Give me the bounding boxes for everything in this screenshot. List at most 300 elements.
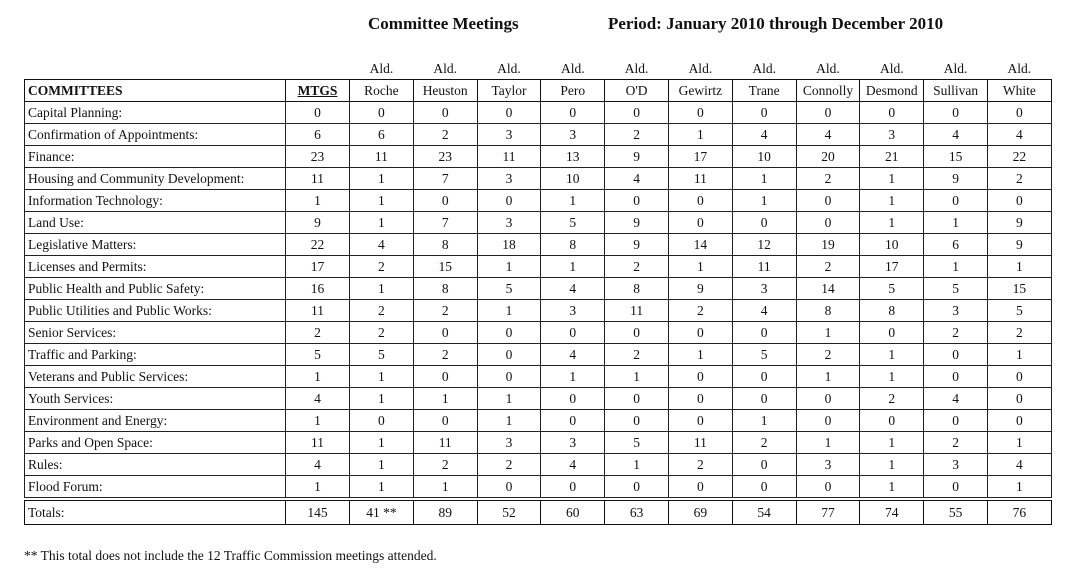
attendance-cell: 1	[350, 212, 414, 234]
alderman-header: Heuston	[413, 80, 477, 102]
attendance-cell: 23	[413, 146, 477, 168]
attendance-cell: 0	[987, 366, 1051, 388]
attendance-cell: 0	[541, 410, 605, 432]
attendance-cell: 1	[732, 168, 796, 190]
alderman-header: O'D	[605, 80, 669, 102]
attendance-cell: 2	[413, 124, 477, 146]
attendance-cell: 5	[541, 212, 605, 234]
attendance-cell: 15	[413, 256, 477, 278]
attendance-cell: 0	[668, 190, 732, 212]
attendance-cell: 0	[413, 366, 477, 388]
attendance-cell: 6	[350, 124, 414, 146]
table-row	[25, 168, 1052, 190]
total-cell: 69	[668, 501, 732, 525]
attendance-cell: 4	[541, 344, 605, 366]
attendance-cell: 2	[605, 256, 669, 278]
committee-name: Public Utilities and Public Works:	[25, 300, 286, 322]
attendance-cell: 0	[987, 190, 1051, 212]
attendance-cell: 0	[413, 190, 477, 212]
attendance-cell: 19	[796, 234, 860, 256]
attendance-cell: 7	[413, 168, 477, 190]
attendance-cell: 3	[541, 124, 605, 146]
attendance-cell: 0	[477, 102, 541, 124]
attendance-cell: 0	[796, 476, 860, 498]
attendance-cell: 4	[541, 454, 605, 476]
attendance-cell: 11	[413, 432, 477, 454]
attendance-cell: 17	[668, 146, 732, 168]
committee-name: Environment and Energy:	[25, 410, 286, 432]
mtgs-cell: 16	[286, 278, 350, 300]
total-cell: 60	[541, 501, 605, 525]
mtgs-cell: 9	[286, 212, 350, 234]
attendance-cell: 3	[732, 278, 796, 300]
attendance-cell: 0	[668, 212, 732, 234]
attendance-cell: 5	[732, 344, 796, 366]
attendance-cell: 0	[924, 410, 988, 432]
attendance-cell: 5	[605, 432, 669, 454]
attendance-cell: 2	[350, 300, 414, 322]
attendance-cell: 12	[732, 234, 796, 256]
totals-label: Totals:	[25, 501, 286, 525]
attendance-cell: 1	[350, 388, 414, 410]
attendance-cell: 11	[350, 146, 414, 168]
attendance-cell: 1	[860, 190, 924, 212]
committee-name: Legislative Matters:	[25, 234, 286, 256]
attendance-cell: 0	[541, 476, 605, 498]
attendance-cell: 0	[796, 212, 860, 234]
committee-name: Flood Forum:	[25, 476, 286, 498]
alderman-header: Roche	[350, 80, 414, 102]
attendance-cell: 1	[860, 432, 924, 454]
attendance-cell: 3	[924, 300, 988, 322]
attendance-cell: 10	[860, 234, 924, 256]
attendance-cell: 3	[860, 124, 924, 146]
committee-name: Information Technology:	[25, 190, 286, 212]
committee-name: Parks and Open Space:	[25, 432, 286, 454]
attendance-cell: 0	[541, 102, 605, 124]
table-row	[25, 322, 1052, 344]
table-row	[25, 388, 1052, 410]
attendance-cell: 2	[350, 256, 414, 278]
attendance-cell: 1	[924, 256, 988, 278]
attendance-cell: 1	[987, 256, 1051, 278]
totals-table	[24, 500, 1052, 525]
total-cell: 89	[413, 501, 477, 525]
attendance-cell: 9	[605, 146, 669, 168]
attendance-cell: 7	[413, 212, 477, 234]
mtgs-cell: 5	[286, 344, 350, 366]
total-cell: 76	[987, 501, 1051, 525]
attendance-cell: 10	[541, 168, 605, 190]
attendance-cell: 4	[605, 168, 669, 190]
table-row	[25, 410, 1052, 432]
attendance-cell: 3	[477, 212, 541, 234]
attendance-cell: 5	[860, 278, 924, 300]
attendance-cell: 4	[732, 124, 796, 146]
ald-prefix: Ald.	[943, 61, 968, 76]
committee-name: Finance:	[25, 146, 286, 168]
table-row	[25, 212, 1052, 234]
footnote: ** This total does not include the 12 Traffic Commission meetings attended.	[24, 548, 437, 563]
attendance-cell: 0	[924, 190, 988, 212]
table-row	[25, 454, 1052, 476]
attendance-cell: 3	[477, 168, 541, 190]
mtgs-cell: 1	[286, 410, 350, 432]
document-title: Committee Meetings	[368, 14, 519, 33]
attendance-cell: 1	[860, 168, 924, 190]
attendance-cell: 0	[477, 366, 541, 388]
attendance-cell: 8	[605, 278, 669, 300]
table-row	[25, 256, 1052, 278]
committee-name: Veterans and Public Services:	[25, 366, 286, 388]
attendance-cell: 2	[796, 344, 860, 366]
attendance-cell: 3	[477, 124, 541, 146]
attendance-cell: 1	[860, 476, 924, 498]
attendance-cell: 2	[413, 300, 477, 322]
attendance-cell: 0	[413, 410, 477, 432]
attendance-cell: 1	[796, 322, 860, 344]
attendance-cell: 0	[605, 190, 669, 212]
attendance-cell: 2	[605, 124, 669, 146]
attendance-cell: 1	[350, 190, 414, 212]
committee-name: Traffic and Parking:	[25, 344, 286, 366]
attendance-cell: 1	[987, 344, 1051, 366]
attendance-cell: 14	[796, 278, 860, 300]
attendance-cell: 20	[796, 146, 860, 168]
table-row	[25, 278, 1052, 300]
mtgs-cell: 0	[286, 102, 350, 124]
attendance-cell: 0	[350, 410, 414, 432]
committees-header: COMMITTEES	[25, 80, 286, 102]
attendance-cell: 1	[477, 410, 541, 432]
alderman-header: Desmond	[860, 80, 924, 102]
attendance-cell: 2	[796, 168, 860, 190]
attendance-cell: 2	[477, 454, 541, 476]
ald-prefix: Ald.	[433, 61, 457, 76]
ald-prefix: Ald.	[560, 61, 585, 76]
attendance-cell: 0	[860, 102, 924, 124]
table-row	[25, 234, 1052, 256]
committee-name: Youth Services:	[25, 388, 286, 410]
attendance-cell: 9	[924, 168, 988, 190]
attendance-cell: 1	[668, 256, 732, 278]
table-row	[25, 344, 1052, 366]
attendance-cell: 4	[987, 124, 1051, 146]
attendance-cell: 2	[668, 300, 732, 322]
ald-prefix-row	[25, 58, 1052, 80]
attendance-cell: 1	[350, 278, 414, 300]
committee-name: Licenses and Permits:	[25, 256, 286, 278]
attendance-cell: 0	[668, 410, 732, 432]
table-row	[25, 190, 1052, 212]
attendance-cell: 1	[477, 388, 541, 410]
attendance-cell: 0	[605, 388, 669, 410]
table-row	[25, 102, 1052, 124]
attendance-cell: 0	[796, 102, 860, 124]
attendance-cell: 0	[668, 476, 732, 498]
attendance-cell: 8	[860, 300, 924, 322]
attendance-cell: 8	[541, 234, 605, 256]
alderman-header: White	[987, 80, 1051, 102]
attendance-cell: 5	[987, 300, 1051, 322]
attendance-cell: 0	[732, 454, 796, 476]
committee-name: Housing and Community Development:	[25, 168, 286, 190]
attendance-cell: 0	[732, 476, 796, 498]
attendance-cell: 8	[413, 234, 477, 256]
blank-cell	[25, 58, 286, 80]
attendance-cell: 1	[668, 124, 732, 146]
attendance-cell: 4	[732, 300, 796, 322]
attendance-cell: 2	[987, 322, 1051, 344]
table-row	[25, 366, 1052, 388]
mtgs-cell: 1	[286, 476, 350, 498]
attendance-cell: 1	[605, 366, 669, 388]
attendance-cell: 1	[350, 366, 414, 388]
attendance-cell: 0	[668, 366, 732, 388]
attendance-cell: 0	[796, 388, 860, 410]
attendance-cell: 1	[860, 454, 924, 476]
attendance-cell: 3	[541, 300, 605, 322]
attendance-cell: 0	[668, 102, 732, 124]
attendance-cell: 1	[541, 366, 605, 388]
attendance-cell: 2	[413, 344, 477, 366]
attendance-cell: 1	[350, 168, 414, 190]
totals-mtgs: 145	[286, 501, 350, 525]
attendance-cell: 2	[350, 322, 414, 344]
committee-name: Senior Services:	[25, 322, 286, 344]
attendance-cell: 0	[668, 388, 732, 410]
table-row	[25, 476, 1052, 498]
mtgs-cell: 4	[286, 388, 350, 410]
attendance-cell: 1	[413, 476, 477, 498]
attendance-cell: 1	[413, 388, 477, 410]
attendance-cell: 5	[350, 344, 414, 366]
total-cell: 54	[732, 501, 796, 525]
attendance-cell: 1	[796, 366, 860, 388]
attendance-cell: 1	[350, 476, 414, 498]
attendance-cell: 3	[924, 454, 988, 476]
attendance-cell: 1	[541, 190, 605, 212]
total-cell: 41 **	[350, 501, 414, 525]
mtgs-cell: 17	[286, 256, 350, 278]
ald-prefix: Ald.	[1007, 61, 1032, 76]
mtgs-header: MTGS	[286, 80, 350, 102]
attendance-cell: 0	[605, 476, 669, 498]
attendance-cell: 5	[477, 278, 541, 300]
attendance-cell: 0	[732, 322, 796, 344]
attendance-cell: 6	[924, 234, 988, 256]
attendance-cell: 0	[987, 410, 1051, 432]
attendance-cell: 0	[732, 212, 796, 234]
committee-name: Rules:	[25, 454, 286, 476]
attendance-cell: 0	[924, 476, 988, 498]
attendance-cell: 0	[477, 476, 541, 498]
attendance-cell: 1	[541, 256, 605, 278]
ald-prefix: Ald.	[816, 61, 840, 76]
total-cell: 52	[477, 501, 541, 525]
attendance-cell: 0	[732, 102, 796, 124]
attendance-cell: 0	[413, 102, 477, 124]
attendance-cell: 2	[605, 344, 669, 366]
mtgs-cell: 4	[286, 454, 350, 476]
attendance-cell: 11	[668, 168, 732, 190]
attendance-cell: 0	[860, 410, 924, 432]
alderman-header: Sullivan	[924, 80, 988, 102]
attendance-cell: 3	[796, 454, 860, 476]
committee-name: Public Health and Public Safety:	[25, 278, 286, 300]
ald-prefix: Ald.	[879, 61, 904, 76]
attendance-cell: 9	[668, 278, 732, 300]
attendance-cell: 21	[860, 146, 924, 168]
attendance-cell: 2	[860, 388, 924, 410]
attendance-cell: 4	[924, 388, 988, 410]
attendance-cell: 0	[796, 410, 860, 432]
attendance-cell: 1	[477, 300, 541, 322]
alderman-header: Trane	[732, 80, 796, 102]
attendance-cell: 4	[924, 124, 988, 146]
attendance-cell: 2	[732, 432, 796, 454]
attendance-cell: 1	[350, 432, 414, 454]
total-cell: 77	[796, 501, 860, 525]
attendance-cell: 1	[987, 476, 1051, 498]
mtgs-cell: 11	[286, 168, 350, 190]
totals-row	[25, 501, 1052, 525]
mtgs-cell: 11	[286, 300, 350, 322]
attendance-cell: 0	[605, 322, 669, 344]
ald-prefix: Ald.	[497, 61, 521, 76]
attendance-cell: 11	[477, 146, 541, 168]
mtgs-cell: 1	[286, 190, 350, 212]
attendance-cell: 1	[732, 190, 796, 212]
attendance-cell: 9	[987, 234, 1051, 256]
mtgs-cell: 1	[286, 366, 350, 388]
attendance-cell: 0	[477, 322, 541, 344]
attendance-cell: 0	[924, 102, 988, 124]
attendance-cell: 3	[477, 432, 541, 454]
attendance-cell: 10	[732, 146, 796, 168]
ald-prefix: Ald.	[752, 61, 776, 76]
mtgs-cell: 11	[286, 432, 350, 454]
ald-prefix: Ald.	[688, 61, 713, 76]
attendance-cell: 15	[924, 146, 988, 168]
attendance-cell: 0	[796, 190, 860, 212]
ald-prefix: Ald.	[369, 61, 394, 76]
attendance-cell: 4	[350, 234, 414, 256]
attendance-cell: 4	[796, 124, 860, 146]
mtgs-cell: 23	[286, 146, 350, 168]
attendance-cell: 0	[541, 388, 605, 410]
period-label: Period: January 2010 through December 2010	[608, 14, 944, 33]
table-row	[25, 300, 1052, 322]
mtgs-cell: 6	[286, 124, 350, 146]
alderman-header: Pero	[541, 80, 605, 102]
attendance-cell: 9	[605, 212, 669, 234]
attendance-cell: 2	[924, 322, 988, 344]
attendance-cell: 0	[477, 344, 541, 366]
attendance-cell: 4	[987, 454, 1051, 476]
attendance-cell: 0	[413, 322, 477, 344]
attendance-cell: 5	[924, 278, 988, 300]
committee-name: Confirmation of Appointments:	[25, 124, 286, 146]
attendance-cell: 1	[860, 366, 924, 388]
attendance-cell: 0	[350, 102, 414, 124]
attendance-cell: 18	[477, 234, 541, 256]
blank-cell	[286, 58, 350, 80]
attendance-cell: 22	[987, 146, 1051, 168]
committee-meetings-table	[24, 58, 1052, 498]
attendance-cell: 0	[860, 322, 924, 344]
attendance-cell: 0	[477, 190, 541, 212]
attendance-cell: 2	[796, 256, 860, 278]
attendance-cell: 11	[605, 300, 669, 322]
page-header	[0, 12, 1080, 36]
committee-name: Capital Planning:	[25, 102, 286, 124]
attendance-cell: 2	[924, 432, 988, 454]
attendance-cell: 15	[987, 278, 1051, 300]
attendance-cell: 1	[668, 344, 732, 366]
committee-name: Land Use:	[25, 212, 286, 234]
total-cell: 63	[605, 501, 669, 525]
attendance-cell: 17	[860, 256, 924, 278]
attendance-cell: 8	[796, 300, 860, 322]
attendance-cell: 0	[732, 366, 796, 388]
attendance-cell: 2	[668, 454, 732, 476]
attendance-cell: 1	[796, 432, 860, 454]
alderman-header: Connolly	[796, 80, 860, 102]
attendance-cell: 2	[987, 168, 1051, 190]
attendance-cell: 0	[605, 410, 669, 432]
attendance-cell: 3	[541, 432, 605, 454]
attendance-cell: 13	[541, 146, 605, 168]
table-row	[25, 432, 1052, 454]
table-row	[25, 124, 1052, 146]
attendance-cell: 0	[668, 322, 732, 344]
attendance-cell: 0	[924, 344, 988, 366]
attendance-cell: 9	[605, 234, 669, 256]
column-header-row	[25, 80, 1052, 102]
total-cell: 55	[924, 501, 988, 525]
attendance-cell: 2	[413, 454, 477, 476]
attendance-cell: 0	[605, 102, 669, 124]
table-body	[25, 102, 1052, 498]
alderman-header: Gewirtz	[668, 80, 732, 102]
attendance-cell: 4	[541, 278, 605, 300]
table-row	[25, 146, 1052, 168]
attendance-cell: 14	[668, 234, 732, 256]
attendance-cell: 1	[350, 454, 414, 476]
attendance-cell: 0	[924, 366, 988, 388]
attendance-cell: 11	[668, 432, 732, 454]
attendance-cell: 1	[924, 212, 988, 234]
attendance-cell: 0	[732, 388, 796, 410]
attendance-cell: 11	[732, 256, 796, 278]
mtgs-cell: 22	[286, 234, 350, 256]
attendance-cell: 1	[860, 212, 924, 234]
mtgs-cell: 2	[286, 322, 350, 344]
attendance-cell: 0	[987, 102, 1051, 124]
attendance-cell: 1	[732, 410, 796, 432]
attendance-cell: 0	[541, 322, 605, 344]
attendance-cell: 1	[605, 454, 669, 476]
attendance-cell: 8	[413, 278, 477, 300]
attendance-cell: 0	[987, 388, 1051, 410]
attendance-cell: 1	[987, 432, 1051, 454]
alderman-header: Taylor	[477, 80, 541, 102]
total-cell: 74	[860, 501, 924, 525]
attendance-cell: 1	[860, 344, 924, 366]
ald-prefix: Ald.	[624, 61, 649, 76]
attendance-cell: 9	[987, 212, 1051, 234]
